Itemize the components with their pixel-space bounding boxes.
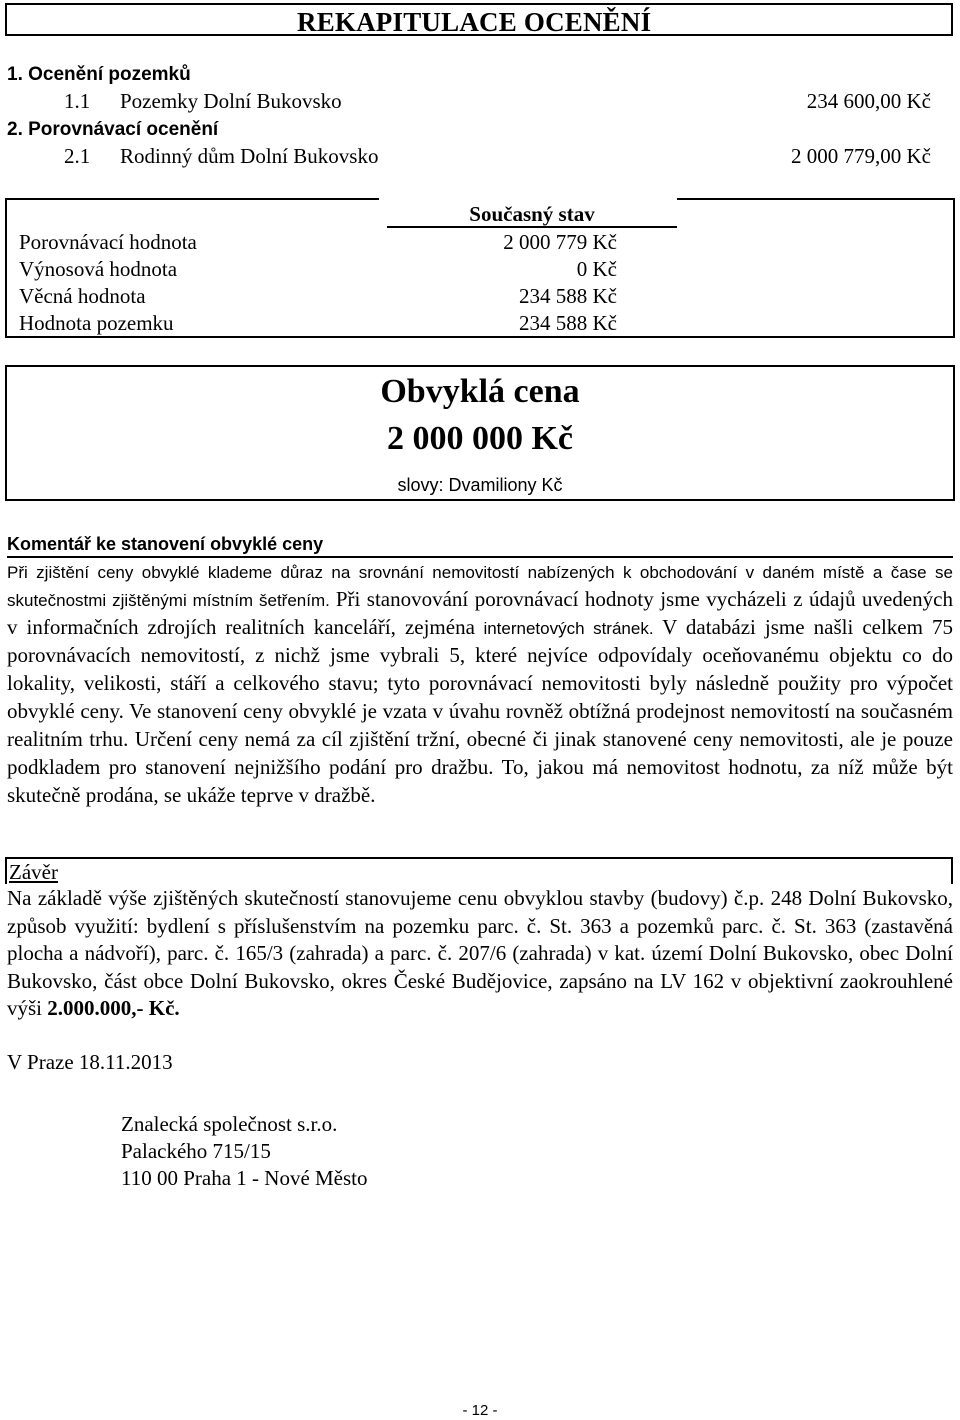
usual-price-box (5, 365, 955, 501)
comment-part: Při zjištění ceny obvyklé klademe důraz na srovnání nemovitostí nabízených k obchodování v daném místě a čase se skutečnostmi zjištěnými místním šetřením. (7, 563, 953, 610)
comment-body (7, 559, 953, 810)
conclusion-amount: 2.000.000,- Kč. (47, 996, 180, 1020)
section-heading-land: 1. Ocenění pozemků (7, 64, 191, 85)
value-row-label: Věcná hodnota (19, 284, 146, 308)
comment-part: Při stanovování porovnávací hodnoty jsme vycházeli z údajů uvedených v informačních zdrojích realitních kanceláří, zejména (7, 587, 954, 639)
page-title: REKAPITULACE OCENĚNÍ (297, 7, 652, 37)
value-row-amount: 234 588 Kč (519, 311, 617, 335)
title-box (5, 3, 953, 36)
values-column-header: Současný stav (387, 200, 677, 228)
place-date: V Praze 18.11.2013 (7, 1050, 173, 1074)
value-row-amount: 2 000 779 Kč (503, 230, 617, 254)
item-amount: 2 000 779,00 Kč (791, 144, 931, 168)
value-row-label: Porovnávací hodnota (19, 230, 197, 254)
signature-street: Palackého 715/15 (121, 1139, 271, 1163)
item-label: Pozemky Dolní Bukovsko (120, 89, 342, 113)
value-row-label: Výnosová hodnota (19, 257, 178, 281)
item-label: Rodinný dům Dolní Bukovsko (120, 144, 379, 168)
comment-part: V databázi jsme našli celkem 75 porovnávacích nemovitostí, z nichž jsme vybrali 5, které nejvíce odpovídaly oceňovanému objektu co do lokality, velikosti, stáří a celkového stavu; tyto porovnávací nemovitosti byly následně použity pro výpočet obvyklé ceny. Ve stanovení ceny obvyklé je vzata v úvahu rovněž obtížná prodejnost nemovitostí na současném realitním trhu. Určení ceny nemá za cíl zjištění tržní, obecné či jinak stanovené ceny nemovitosti, ale je pouze podkladem pro stanovení nejnižšího podání pro dražbu. To, jakou má nemovitost hodnotu, za níž může být skutečně prodána, se ukáže teprve v dražbě. (7, 615, 954, 807)
usual-price-title: Obvyklá cena (380, 373, 580, 410)
signature-city: 110 00 Praha 1 - Nové Město (121, 1166, 368, 1190)
conclusion-box (5, 857, 953, 884)
section-heading-comparative: 2. Porovnávací ocenění (7, 119, 219, 140)
signature-company: Znalecká společnost s.r.o. (121, 1112, 338, 1136)
conclusion-heading: Závěr (9, 860, 58, 884)
value-row-amount: 0 Kč (576, 257, 617, 281)
conclusion-body (7, 885, 953, 1023)
values-table (5, 198, 955, 338)
usual-price-words: slovy: Dvamiliony Kč (397, 475, 563, 495)
comment-heading: Komentář ke stanovení obvyklé ceny (7, 532, 953, 558)
comment-part: internetových stránek. (483, 619, 654, 638)
item-number: 1.1 (64, 89, 91, 113)
item-amount: 234 600,00 Kč (806, 89, 931, 113)
usual-price-value: 2 000 000 Kč (386, 420, 574, 457)
value-row-amount: 234 588 Kč (519, 284, 617, 308)
item-number: 2.1 (64, 144, 91, 168)
conclusion-text: Na základě výše zjištěných skutečností stanovujeme cenu obvyklou stavby (budovy) č.p. 248 Dolní Bukovsko, způsob využití: bydlení s příslušenstvím na pozemku parc. č. St. 363 a pozemků parc. č. St. 363 (zastavěná plocha a nádvoří), parc. č. 165/3 (zahrada) a parc. č. 207/6 (zahrada) v kat. území Dolní Bukovsko, obec Dolní Bukovsko, část obce Dolní Bukovsko, okres České Budějovice, zapsáno na LV 162 v objektivní zaokrouhlené výši (7, 886, 953, 1020)
value-row-label: Hodnota pozemku (19, 311, 174, 335)
page-number: - 12 - (462, 1402, 498, 1419)
